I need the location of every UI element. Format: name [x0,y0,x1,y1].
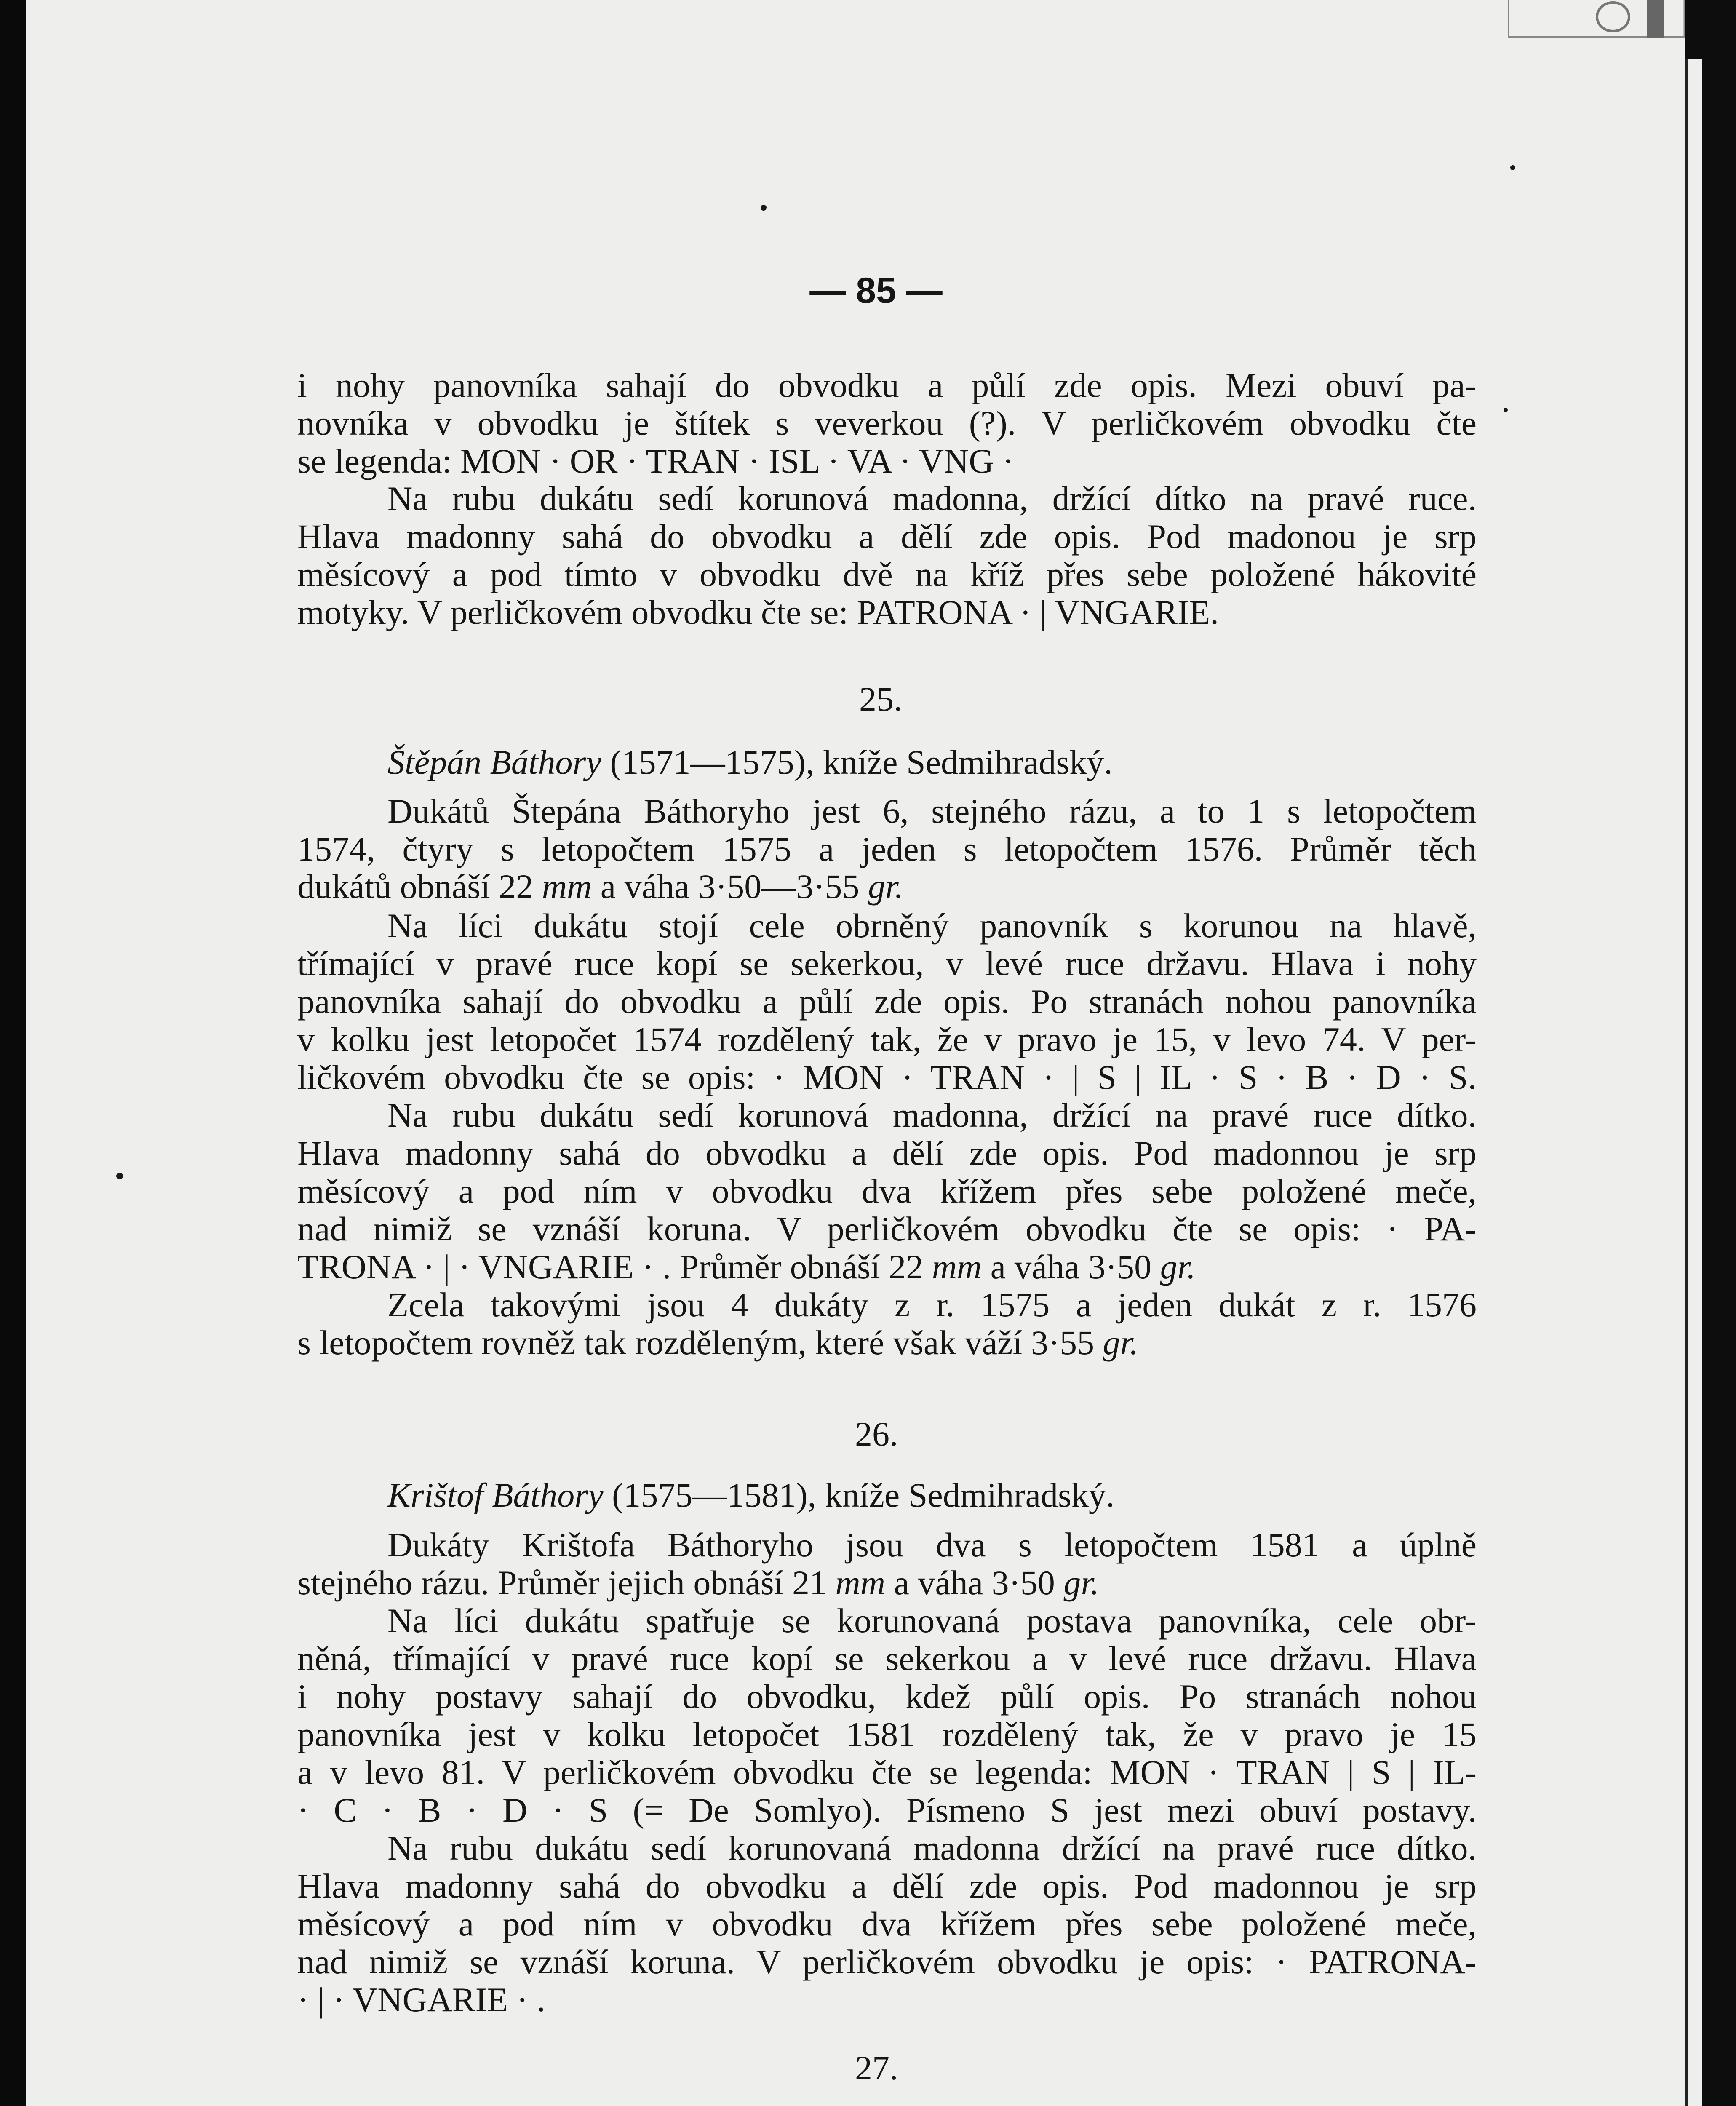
text-line: měsícový a pod ním v obvodku dva křížem přes sebe položené meče, [297,1905,1477,1943]
text-line: měsícový a pod ním v obvodku dva křížem přes sebe položené meče, [297,1172,1477,1210]
text-fragment: a váha 3·50 [990,1248,1152,1286]
heading-dates: (1575—1581), kníže Sedmihradský. [612,1476,1115,1514]
unit-gr: gr. [868,867,904,906]
text-line: · | · VNGARIE · . [297,1980,545,2019]
text-line: Na rubu dukátu sedí korunová madonna, držící na pravé ruce dítko. [387,1096,1477,1134]
text-line: v kolku jest letopočet 1574 rozdělený tak, že v pravo je 15, v levo 74. V per- [297,1020,1477,1058]
section-number: 27. [855,2049,898,2087]
text-line: a v levo 81. V perličkovém obvodku čte se legenda: MON · TRAN | S | IL- [297,1753,1477,1791]
text-line: měsícový a pod tímto v obvodku dvě na kříž přes sebe položené hákovité [297,555,1477,593]
unit-mm: mm [932,1248,982,1286]
text-line: · C · B · D · S (= De Somlyo). Písmeno S jest mezi obuví postavy. [297,1791,1477,1829]
text-line: Hlava madonny sahá do obvodku a dělí zde opis. Pod madonou je srp [297,517,1477,556]
text-fragment: stejného rázu. Průměr jejich obnáší 21 [297,1563,827,1602]
scan-speck [1504,408,1508,412]
text-line: Zcela takovými jsou 4 dukáty z r. 1575 a jeden dukát z r. 1576 [387,1286,1477,1324]
unit-gr: gr. [1103,1323,1138,1362]
text-line: Na líci dukátu spatřuje se korunovaná postava panovníka, cele obr- [387,1601,1477,1640]
text-fragment: TRONA · | · VNGARIE · . Průměr obnáší 22 [297,1248,924,1286]
heading-dates: (1571—1575), kníže Sedmihradský. [610,743,1113,781]
text-line: i nohy panovníka sahají do obvodku a půlí zde opis. Mezi obuví pa- [297,366,1477,404]
text-line: Dukáty Krištofa Báthoryho jsou dva s letopočtem 1581 a úplně [387,1526,1477,1564]
text-line: motyky. V perličkovém obvodku čte se: PATRONA · | VNGARIE. [297,593,1219,631]
text-line: 1574, čtyry s letopočtem 1575 a jeden s letopočtem 1576. Průměr těch [297,830,1477,868]
scan-border-left [0,0,26,2106]
text-line: Na líci dukátu stojí cele obrněný panovník s korunou na hlavě, [387,906,1477,945]
scan-speck [1510,165,1515,170]
section-number: 26. [855,1415,898,1453]
text-fragment: a váha 3·50 [894,1563,1055,1602]
text-line: Na rubu dukátu sedí korunovaná madonna držící na pravé ruce dítko. [387,1829,1477,1867]
unit-gr: gr. [1063,1563,1099,1602]
scan-border-right-stripe [1685,0,1688,2106]
text-line: Hlava madonny sahá do obvodku a dělí zde opis. Pod madonnou je srp [297,1134,1477,1172]
scan-speck [116,1173,123,1179]
text-line: nad nimiž se vznáší koruna. V perličkovém obvodku čte se opis: · PA- [297,1210,1477,1248]
unit-mm: mm [835,1563,885,1602]
text-line [297,866,903,908]
text-fragment: s letopočtem rovněž tak rozděleným, které však váží 3·55 [297,1323,1095,1362]
text-line: panovníka sahají do obvodku a půlí zde opis. Po stranách nohou panovníka [297,982,1477,1021]
scan-border-right [1702,0,1736,2106]
unit-mm: mm [542,867,592,906]
scan-speck [761,205,767,211]
text-line: něná, třímající v pravé ruce kopí se sekerkou a v levé ruce državu. Hlava [297,1639,1477,1678]
text-line [297,1246,1196,1288]
text-fragment: dukátů obnáší 22 [297,867,534,906]
ruler-name: Štěpán Báthory [387,743,601,781]
text-line: Hlava madonny sahá do obvodku a dělí zde opis. Pod madonnou je srp [297,1867,1477,1905]
text-line: panovníka jest v kolku letopočet 1581 rozdělený tak, že v pravo je 15 [297,1715,1477,1753]
section-number: 25. [859,680,903,718]
text-line: novníka v obvodku je štítek s veverkou (?). V perličkovém obvodku čte [297,404,1477,442]
text-line: třímající v pravé ruce kopí se sekerkou, v levé ruce državu. Hlava i nohy [297,944,1477,983]
text-line: Na rubu dukátu sedí korunová madonna, držící dítko na pravé ruce. [387,479,1477,518]
unit-gr: gr. [1160,1248,1196,1286]
text-line [297,1322,1138,1364]
text-line: ličkovém obvodku čte se opis: · MON · TRAN · | S | IL · S · B · D · S. [297,1058,1477,1096]
text-fragment: a váha 3·50—3·55 [600,867,860,906]
library-stamp-corner [1508,0,1736,59]
section-heading [387,1474,1114,1516]
text-line [297,1562,1099,1604]
text-line: se legenda: MON · OR · TRAN · ISL · VA · VNG · [297,442,1014,480]
section-heading [387,741,1113,783]
text-line: nad nimiž se vznáší koruna. V perličkovém obvodku je opis: · PATRONA- [297,1943,1477,1981]
text-line: i nohy postavy sahají do obvodku, kdež půlí opis. Po stranách nohou [297,1677,1477,1716]
ruler-name: Krištof Báthory [387,1476,604,1514]
page-number: — 85 — [809,270,943,311]
text-line: Dukátů Štepána Báthoryho jest 6, stejného rázu, a to 1 s letopočtem [387,792,1477,830]
